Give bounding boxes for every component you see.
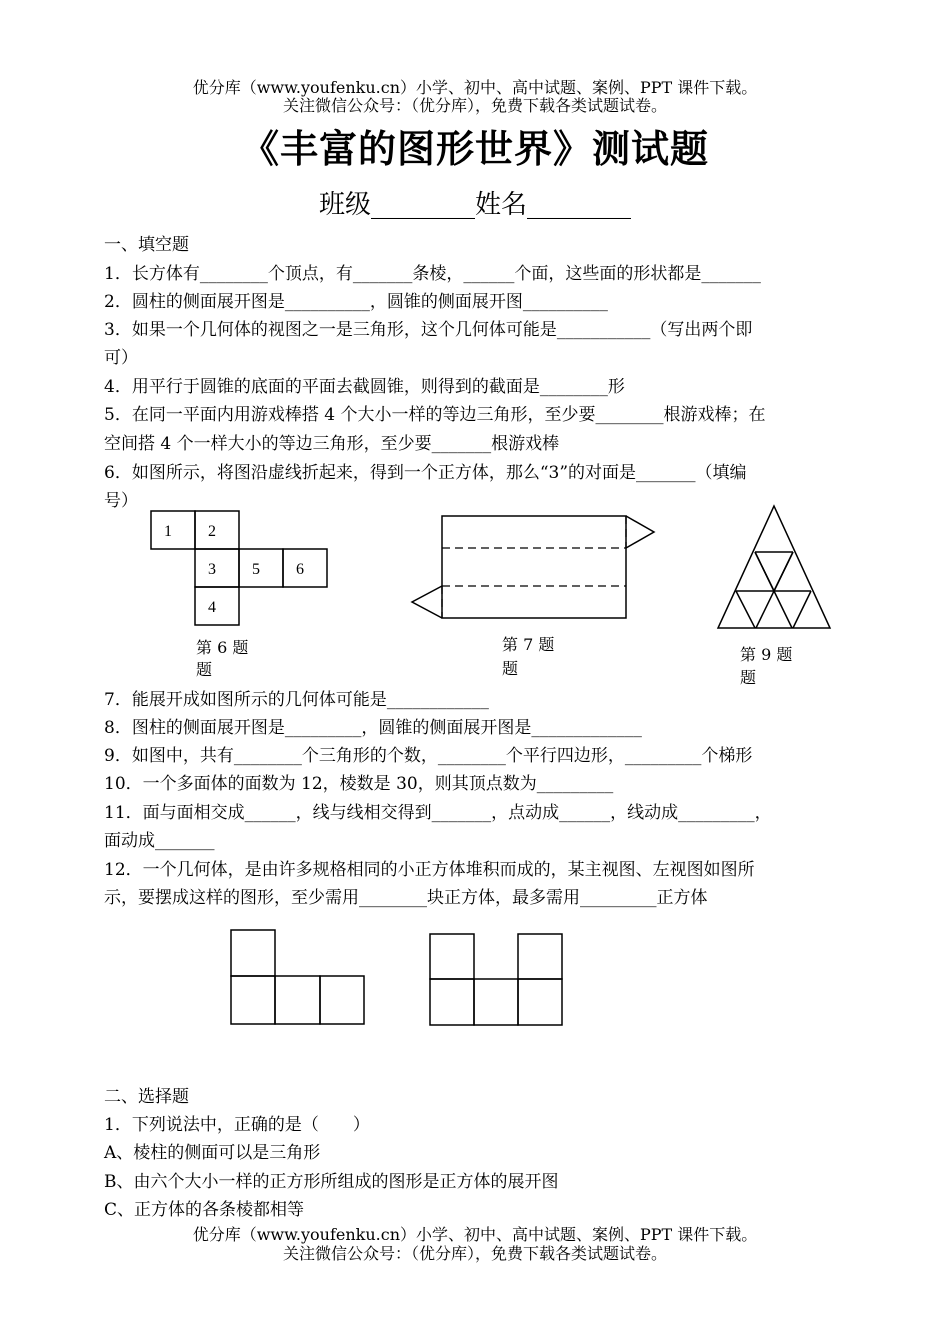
net-cell-4-box [195, 587, 239, 625]
net-cell-5: 5 [252, 561, 260, 578]
question-1: 1．长方体有________个顶点，有_______条棱，______个面，这些面的形状都是_______ [104, 264, 761, 284]
class-name-line: 班级________姓名________ [318, 190, 631, 220]
fig6-caption-2: 题 [196, 660, 213, 679]
net-cell-4: 4 [208, 599, 216, 616]
question-5-line1: 5．在同一平面内用游戏棒搭 4 个大小一样的等边三角形，至少要________根游戏棒；在 [104, 405, 766, 425]
footer-line-2: 关注微信公众号：（优分库），免费下载各类试题试卷。 [282, 1244, 667, 1263]
footer-line-1: 优分库（www.youfenku.cn）小学、初中、高中试题、案例、PPT 课件下载。 [192, 1225, 758, 1244]
question-6-line2: 号） [104, 491, 138, 511]
question-12-line2: 示，要摆成这样的图形，至少需用________块正方体，最多需用_________正方体 [104, 888, 708, 908]
question-5-line2: 空间搭 4 个一样大小的等边三角形，至少要_______根游戏棒 [104, 434, 560, 454]
fig9-caption-2: 题 [740, 668, 757, 687]
question-10: 10．一个多面体的面数为 12，棱数是 30，则其顶点数为_________ [104, 774, 614, 794]
section1-heading: 一、填空题 [104, 235, 189, 255]
question-7: 7．能展开成如图所示的几何体可能是____________ [104, 690, 489, 710]
option-b: B、由六个大小一样的正方形所组成的图形是正方体的展开图 [104, 1172, 559, 1192]
prism-net-figure [405, 510, 660, 625]
question-8: 8．图柱的侧面展开图是_________，圆锥的侧面展开图是_____________ [104, 718, 642, 738]
question-3-line1: 3．如果一个几何体的视图之一是三角形，这个几何体可能是___________（写出两个即 [104, 320, 753, 340]
question-2: 2．圆柱的侧面展开图是__________，圆锥的侧面展开图__________ [104, 292, 608, 312]
question-11-line2: 面动成_______ [104, 831, 215, 851]
triangle-grid-figure [710, 500, 840, 635]
fig7-caption-2: 题 [502, 659, 519, 678]
cube-net-figure [140, 505, 340, 630]
fig9-caption-1: 第 9 题 [740, 645, 793, 664]
left-view-figure [427, 930, 567, 1028]
option-a: A、棱柱的侧面可以是三角形 [104, 1143, 321, 1163]
choice-question-1: 1．下列说法中，正确的是（ ） [104, 1115, 370, 1135]
net-cell-2: 2 [208, 523, 216, 540]
net-cell-1: 1 [164, 523, 172, 540]
net-cell-6-box [283, 549, 327, 587]
net-cell-5-box [239, 549, 283, 587]
net-cell-1-box [151, 511, 195, 549]
question-4: 4．用平行于圆锥的底面的平面去截圆锥，则得到的截面是________形 [104, 377, 625, 397]
page-title: 《丰富的图形世界》测试题 [240, 126, 709, 171]
question-12-line1: 12．一个几何体，是由许多规格相同的小正方体堆积而成的，某主视图、左视图如图所 [104, 860, 755, 880]
net-cell-3-box [195, 549, 239, 587]
fig7-caption-1: 第 7 题 [502, 635, 555, 654]
option-c: C、正方体的各条棱都相等 [104, 1200, 305, 1220]
front-view-figure [228, 926, 368, 1028]
question-3-line2: 可） [104, 348, 138, 368]
section2-heading: 二、选择题 [104, 1087, 189, 1107]
question-11-line1: 11．面与面相交成______，线与线相交得到_______，点动成______，线动成_________， [104, 803, 772, 823]
net-cell-2-box [195, 511, 239, 549]
net-cell-3: 3 [208, 561, 216, 578]
net-cell-6: 6 [296, 561, 304, 578]
question-6-line1: 6．如图所示，将图沿虚线折起来，得到一个正方体，那么“3”的对面是_______（填编 [104, 463, 747, 483]
header-line-2: 关注微信公众号：（优分库），免费下载各类试题试卷。 [282, 96, 667, 115]
header-line-1: 优分库（www.youfenku.cn）小学、初中、高中试题、案例、PPT 课件下载。 [192, 78, 758, 97]
fig6-caption-1: 第 6 题 [196, 638, 249, 657]
question-9: 9．如图中，共有________个三角形的个数，________个平行四边形，_________个梯形 [104, 746, 753, 766]
